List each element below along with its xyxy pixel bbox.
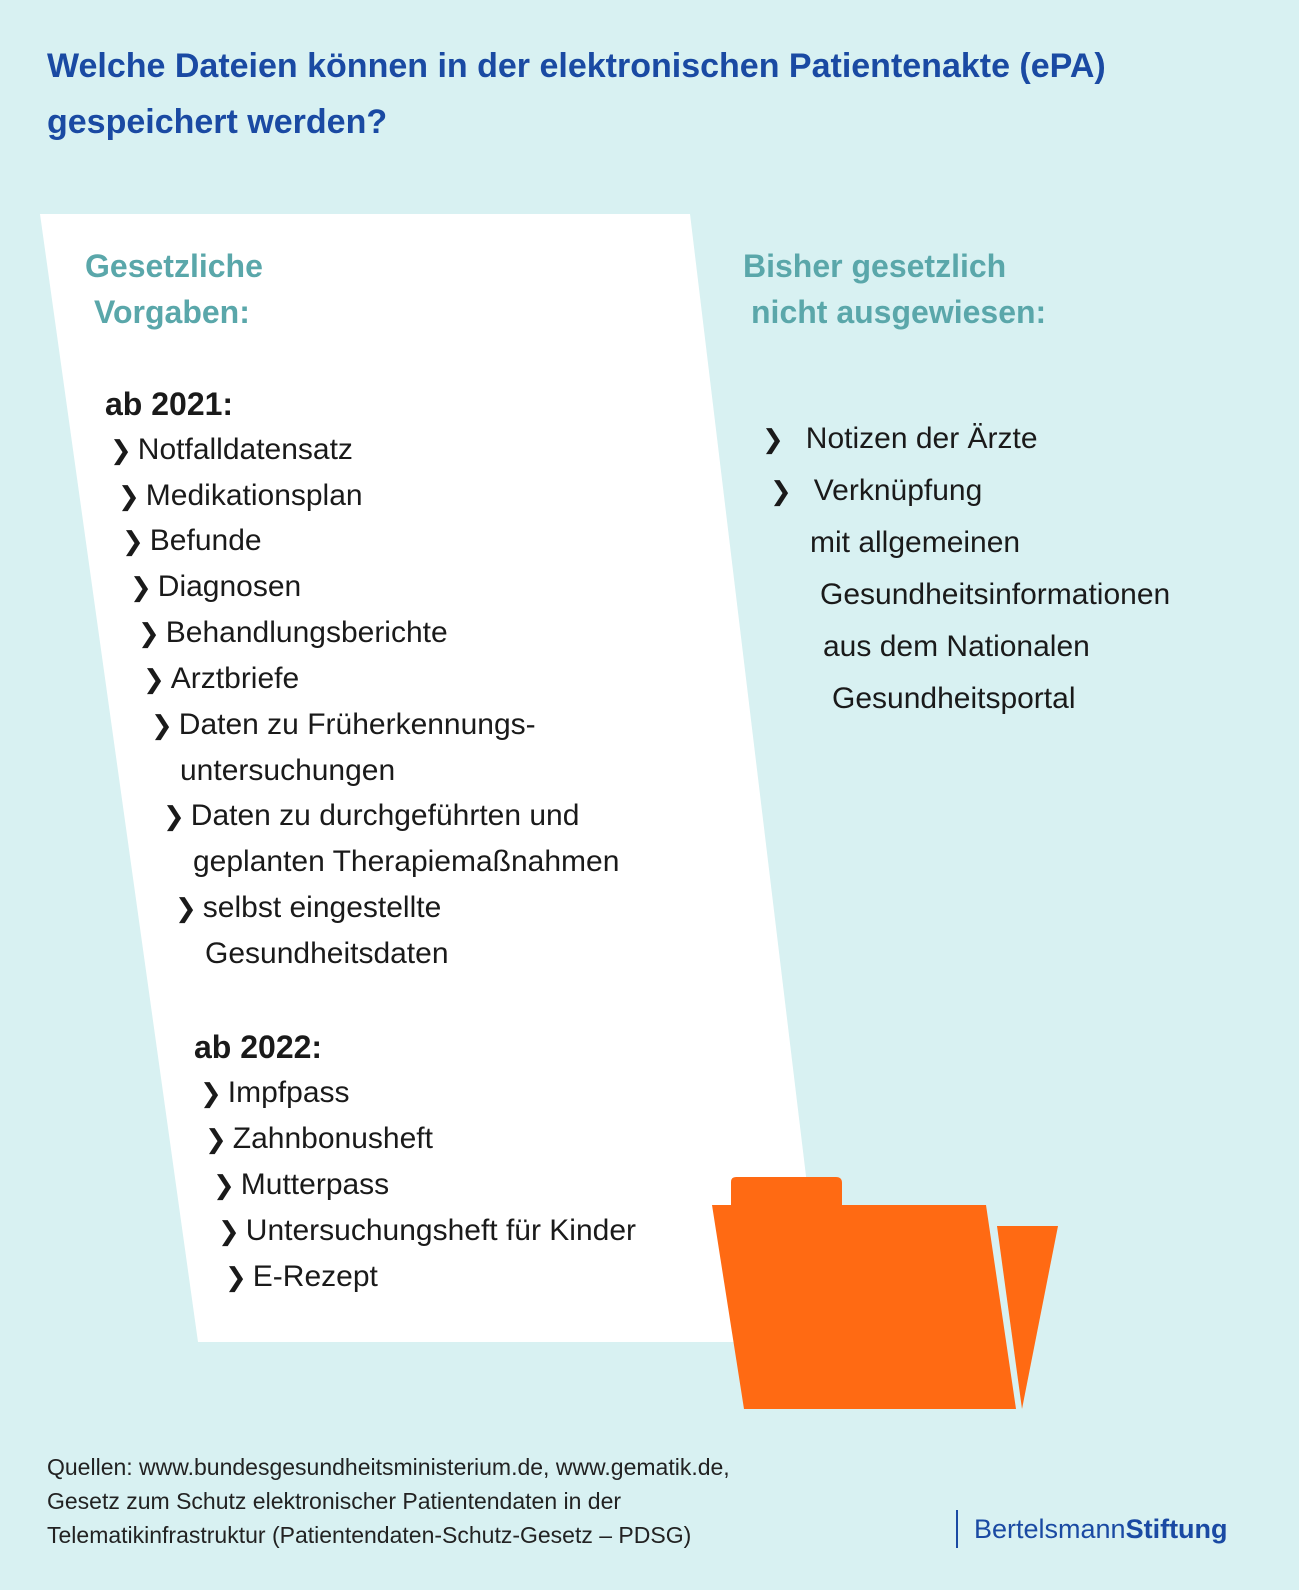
list-item: ❯ Notfalldatensatz: [110, 427, 353, 473]
list-item: ❯ Daten zu durchgeführten und: [163, 793, 579, 839]
list-item: ❯ E-Rezept: [225, 1254, 378, 1300]
list-item: ❯ selbst eingestellte: [175, 885, 441, 931]
list-item-continuation: mit allgemeinen: [810, 526, 1021, 559]
sources-text: [47, 1450, 927, 1552]
list-item-continuation: Gesundheitsdaten: [205, 937, 449, 970]
chevron-right-icon: ❯: [200, 1078, 222, 1108]
sources-line-1: Quellen: www.bundesgesundheitsministerium.de, www.gematik.de,: [47, 1454, 730, 1480]
right-column-heading: [743, 243, 1046, 335]
right-heading-line-2: nicht ausgewiesen:: [751, 294, 1047, 330]
list-item-continuation: untersuchungen: [180, 754, 396, 787]
chevron-right-icon: ❯: [225, 1262, 247, 1292]
left-heading-line-2: Vorgaben:: [94, 294, 250, 330]
brand-part-2: Stiftung: [1125, 1514, 1228, 1544]
chevron-right-icon: ❯: [218, 1216, 240, 1246]
sources-line-2: Gesetz zum Schutz elektronischer Patientendaten in der: [47, 1488, 622, 1514]
list-item: ❯ Medikationsplan: [118, 473, 363, 519]
list-item: ❯ Behandlungsberichte: [138, 610, 448, 656]
list-item: ❯ Zahnbonusheft: [205, 1116, 433, 1162]
chevron-right-icon: ❯: [143, 664, 165, 694]
chevron-right-icon: ❯: [130, 572, 152, 602]
list-item: ❯ Impfpass: [200, 1070, 350, 1116]
chevron-right-icon: ❯: [205, 1124, 227, 1154]
year-2021-label: ab 2021:: [105, 386, 234, 422]
list-item-continuation: geplanten Therapiemaßnahmen: [193, 845, 620, 878]
list-item-continuation: aus dem Nationalen: [823, 630, 1090, 663]
chevron-right-icon: ❯: [762, 424, 784, 454]
chevron-right-icon: ❯: [163, 801, 185, 831]
year-2022-label: ab 2022:: [194, 1029, 323, 1065]
list-item: ❯ Untersuchungsheft für Kinder: [218, 1208, 636, 1254]
folder-icon: [712, 1177, 1058, 1409]
chevron-right-icon: ❯: [175, 893, 197, 923]
chevron-right-icon: ❯: [118, 481, 140, 511]
list-item: ❯ Diagnosen: [130, 564, 301, 610]
brand-logo: [956, 1510, 1228, 1548]
chevron-right-icon: ❯: [110, 435, 132, 465]
sources-line-3: Telematikinfrastruktur (Patientendaten-Schutz-Gesetz – PDSG): [47, 1522, 692, 1548]
brand-part-1: Bertelsmann: [974, 1514, 1126, 1544]
list-item: ❯ Arztbriefe: [143, 656, 299, 702]
left-heading-line-1: Gesetzliche: [85, 248, 263, 284]
left-column-heading: [85, 243, 263, 335]
list-item: ❯ Daten zu Früherkennungs-: [151, 702, 536, 748]
list-item: ❯ Mutterpass: [213, 1162, 389, 1208]
list-item: ❯ Verknüpfung: [770, 468, 982, 514]
chevron-right-icon: ❯: [151, 710, 173, 740]
list-item-continuation: Gesundheitsinformationen: [820, 578, 1171, 611]
chevron-right-icon: ❯: [770, 476, 792, 506]
right-heading-line-1: Bisher gesetzlich: [743, 248, 1007, 284]
list-item: ❯ Befunde: [122, 518, 262, 564]
chevron-right-icon: ❯: [122, 526, 144, 556]
chevron-right-icon: ❯: [213, 1170, 235, 1200]
title-line-2: gespeichert werden?: [47, 103, 388, 141]
list-item-continuation: Gesundheitsportal: [832, 682, 1076, 715]
title-line-1: Welche Dateien können in der elektronischen Patientenakte (ePA): [47, 47, 1106, 85]
list-item: ❯ Notizen der Ärzte: [762, 416, 1038, 462]
chevron-right-icon: ❯: [138, 618, 160, 648]
